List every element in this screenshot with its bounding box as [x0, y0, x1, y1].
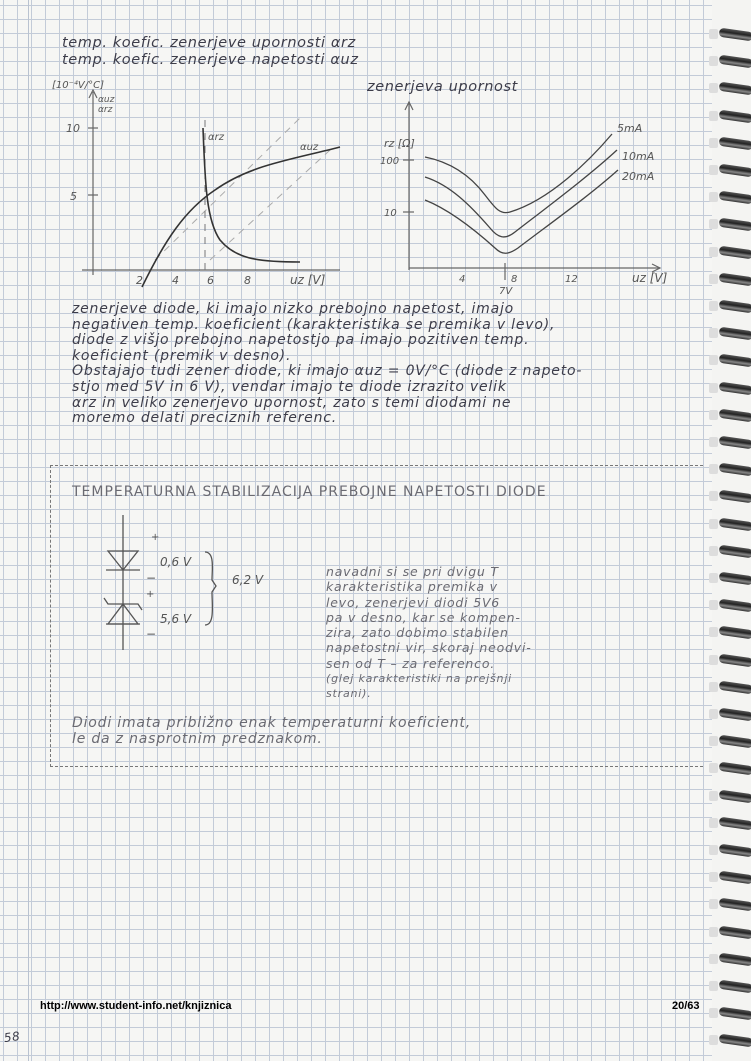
spiral-binding — [711, 0, 751, 1061]
spiral-ring — [719, 272, 751, 286]
chart-right-title: zenerjeva upornost — [367, 79, 518, 95]
binding-hole — [709, 682, 718, 692]
series-label-10mA: 10mA — [622, 150, 655, 163]
binding-hole — [709, 600, 718, 610]
binding-hole — [709, 219, 718, 229]
binding-hole — [709, 981, 718, 991]
spiral-ring — [719, 789, 751, 803]
conclusion — [72, 715, 471, 747]
spiral-ring — [719, 408, 751, 422]
text-line: koeficient (premik v desno). — [72, 347, 292, 364]
spiral-ring — [719, 82, 751, 96]
label-alpha-rz: αrz — [208, 132, 224, 143]
text-line: diode z višjo prebojno napetostjo pa imajo pozitiven temp. — [72, 332, 530, 349]
text-line: stjo med 5V in 6 V), vendar imajo te diode izrazito velik — [72, 378, 507, 395]
text-line: Obstajajo tudi zener diode, ki imajo αuz = 0V/°C (diode z napeto- — [72, 363, 583, 380]
spiral-ring — [719, 245, 751, 259]
spiral-ring — [719, 599, 751, 613]
binding-hole — [709, 383, 718, 393]
binding-hole — [709, 56, 718, 66]
spiral-ring — [719, 626, 751, 640]
binding-hole — [709, 818, 718, 828]
spiral-ring — [719, 191, 751, 205]
text-line: navadni si se pri dvigu T — [326, 564, 499, 579]
spiral-ring — [719, 952, 751, 966]
text-line: (glej karakteristiki na prejšnji — [326, 672, 513, 686]
spiral-ring — [719, 490, 751, 504]
binding-hole — [709, 301, 718, 311]
text-line: pa v desno, kar se kompen- — [326, 609, 521, 625]
text-line: αrz in veliko zenerjevo upornost, zato s temi diodami ne — [72, 394, 512, 411]
spiral-ring — [719, 1007, 751, 1021]
spiral-ring — [719, 925, 751, 939]
binding-hole — [709, 954, 718, 964]
text-line: negativen temp. koeficient (karakteristika se premika v levo), — [72, 316, 556, 333]
spiral-ring — [719, 136, 751, 150]
binding-hole — [709, 519, 718, 529]
text-line: zira, zato dobimo stabilen — [326, 625, 509, 641]
text-line: Diodi imata približno enak temperaturni koeficient, — [72, 715, 471, 731]
text-line: napetostni vir, skoraj neodvi- — [326, 640, 532, 656]
text-line: sen od T – za referenco. — [326, 655, 496, 671]
binding-hole — [709, 1035, 718, 1045]
x-label: uz [V] — [290, 273, 326, 287]
x-tick-6: 6 — [207, 274, 214, 287]
spiral-ring — [719, 218, 751, 232]
x-tick-4: 4 — [459, 274, 466, 285]
binding-hole — [709, 736, 718, 746]
binding-hole — [709, 464, 718, 474]
spiral-ring — [719, 680, 751, 694]
binding-hole — [709, 763, 718, 773]
voltage-diode: 0,6 V — [160, 555, 192, 569]
binding-hole — [709, 355, 718, 365]
diode-circuit — [90, 510, 290, 650]
margin-line — [28, 0, 29, 1061]
spiral-ring — [719, 354, 751, 368]
y-label-rz: αrz — [98, 105, 113, 115]
footer-page-number: 20/63 — [672, 1000, 700, 1012]
header-line-1: temp. koefic. zenerjeve upornosti αrz — [62, 35, 356, 51]
binding-hole — [709, 410, 718, 420]
plus-sign: + — [151, 532, 160, 543]
binding-hole — [709, 138, 718, 148]
plus-sign: + — [146, 589, 155, 600]
y-tick-10: 10 — [66, 122, 80, 135]
binding-hole — [709, 845, 718, 855]
binding-hole — [709, 709, 718, 719]
text-line: zenerjeve diode, ki imajo nizko prebojno napetost, imajo — [72, 301, 515, 317]
binding-hole — [709, 899, 718, 909]
x-marker-7v: 7V — [499, 286, 513, 297]
binding-hole — [709, 627, 718, 637]
series-label-5mA: 5mA — [617, 122, 643, 135]
binding-hole — [709, 247, 718, 257]
binding-hole — [709, 437, 718, 447]
spiral-ring — [719, 544, 751, 558]
brace — [205, 552, 216, 625]
x-tick-4: 4 — [172, 274, 179, 287]
y-tick-10: 10 — [384, 208, 397, 219]
x-tick-8: 8 — [244, 274, 251, 287]
curve-10mA — [425, 150, 617, 237]
y-tick-100: 100 — [380, 156, 400, 167]
compensation-note — [326, 564, 532, 702]
footer-url: http://www.student-info.net/knjiznica — [40, 1000, 232, 1012]
y-tick-5: 5 — [70, 190, 77, 203]
binding-hole — [709, 791, 718, 801]
binding-hole — [709, 83, 718, 93]
voltage-zener: 5,6 V — [160, 612, 192, 626]
spiral-ring — [719, 55, 751, 69]
header-line-2: temp. koefic. zenerjeve napetosti αuz — [62, 52, 359, 68]
chart-zener-resistance — [370, 100, 700, 300]
spiral-ring — [719, 762, 751, 776]
minus-sign: − — [146, 571, 157, 585]
spiral-ring — [719, 871, 751, 885]
text-line: karakteristika premika v — [326, 579, 498, 595]
binding-hole — [709, 655, 718, 665]
chart-temp-coefficients — [50, 75, 360, 300]
spiral-ring — [719, 1034, 751, 1048]
binding-hole — [709, 491, 718, 501]
binding-hole — [709, 165, 718, 175]
spiral-ring — [719, 28, 751, 42]
spiral-ring — [719, 653, 751, 667]
spiral-ring — [719, 300, 751, 314]
x-tick-12: 12 — [565, 274, 578, 285]
binding-hole — [709, 111, 718, 121]
minus-sign: − — [146, 627, 157, 641]
spiral-ring — [719, 517, 751, 531]
text-line: levo, zenerjevi diodi 5V6 — [326, 594, 501, 610]
spiral-ring — [719, 844, 751, 858]
binding-hole — [709, 192, 718, 202]
binding-hole — [709, 927, 718, 937]
spiral-ring — [719, 164, 751, 178]
text-line: strani). — [326, 687, 372, 701]
spiral-ring — [719, 898, 751, 912]
spiral-ring — [719, 327, 751, 341]
binding-hole — [709, 573, 718, 583]
series-label-20mA: 20mA — [622, 170, 655, 183]
binding-hole — [709, 274, 718, 284]
x-label: uz [V] — [632, 271, 668, 285]
voltage-total: 6,2 V — [232, 573, 264, 587]
curve-alpha-rz — [203, 128, 300, 262]
y-label: rz [Ω] — [384, 137, 415, 150]
text-line: le da z nasprotnim predznakom. — [72, 731, 323, 747]
spiral-ring — [719, 463, 751, 477]
binding-hole — [709, 872, 718, 882]
spiral-ring — [719, 109, 751, 123]
binding-hole — [709, 1008, 718, 1018]
section-title: TEMPERATURNA STABILIZACIJA PREBOJNE NAPETOSTI DIODE — [72, 484, 547, 500]
spiral-ring — [719, 735, 751, 749]
spiral-ring — [719, 816, 751, 830]
binding-hole — [709, 29, 718, 39]
binding-hole — [709, 546, 718, 556]
x-tick-2: 2 — [136, 274, 143, 287]
text-line: moremo delati preciznih referenc. — [72, 410, 338, 427]
y-label-uz: αuz — [98, 95, 115, 105]
paragraph-zener-coefficients — [72, 302, 582, 427]
curve-5mA — [425, 134, 612, 213]
binding-hole — [709, 328, 718, 338]
label-alpha-uz: αuz — [300, 142, 319, 153]
spiral-ring — [719, 980, 751, 994]
corner-page-number: 58 — [3, 1028, 22, 1046]
spiral-ring — [719, 708, 751, 722]
x-tick-8: 8 — [511, 274, 518, 285]
spiral-ring — [719, 572, 751, 586]
spiral-ring — [719, 381, 751, 395]
curve-20mA — [425, 170, 618, 253]
y-unit: [10⁻⁴V/°C] — [52, 80, 105, 91]
spiral-ring — [719, 436, 751, 450]
